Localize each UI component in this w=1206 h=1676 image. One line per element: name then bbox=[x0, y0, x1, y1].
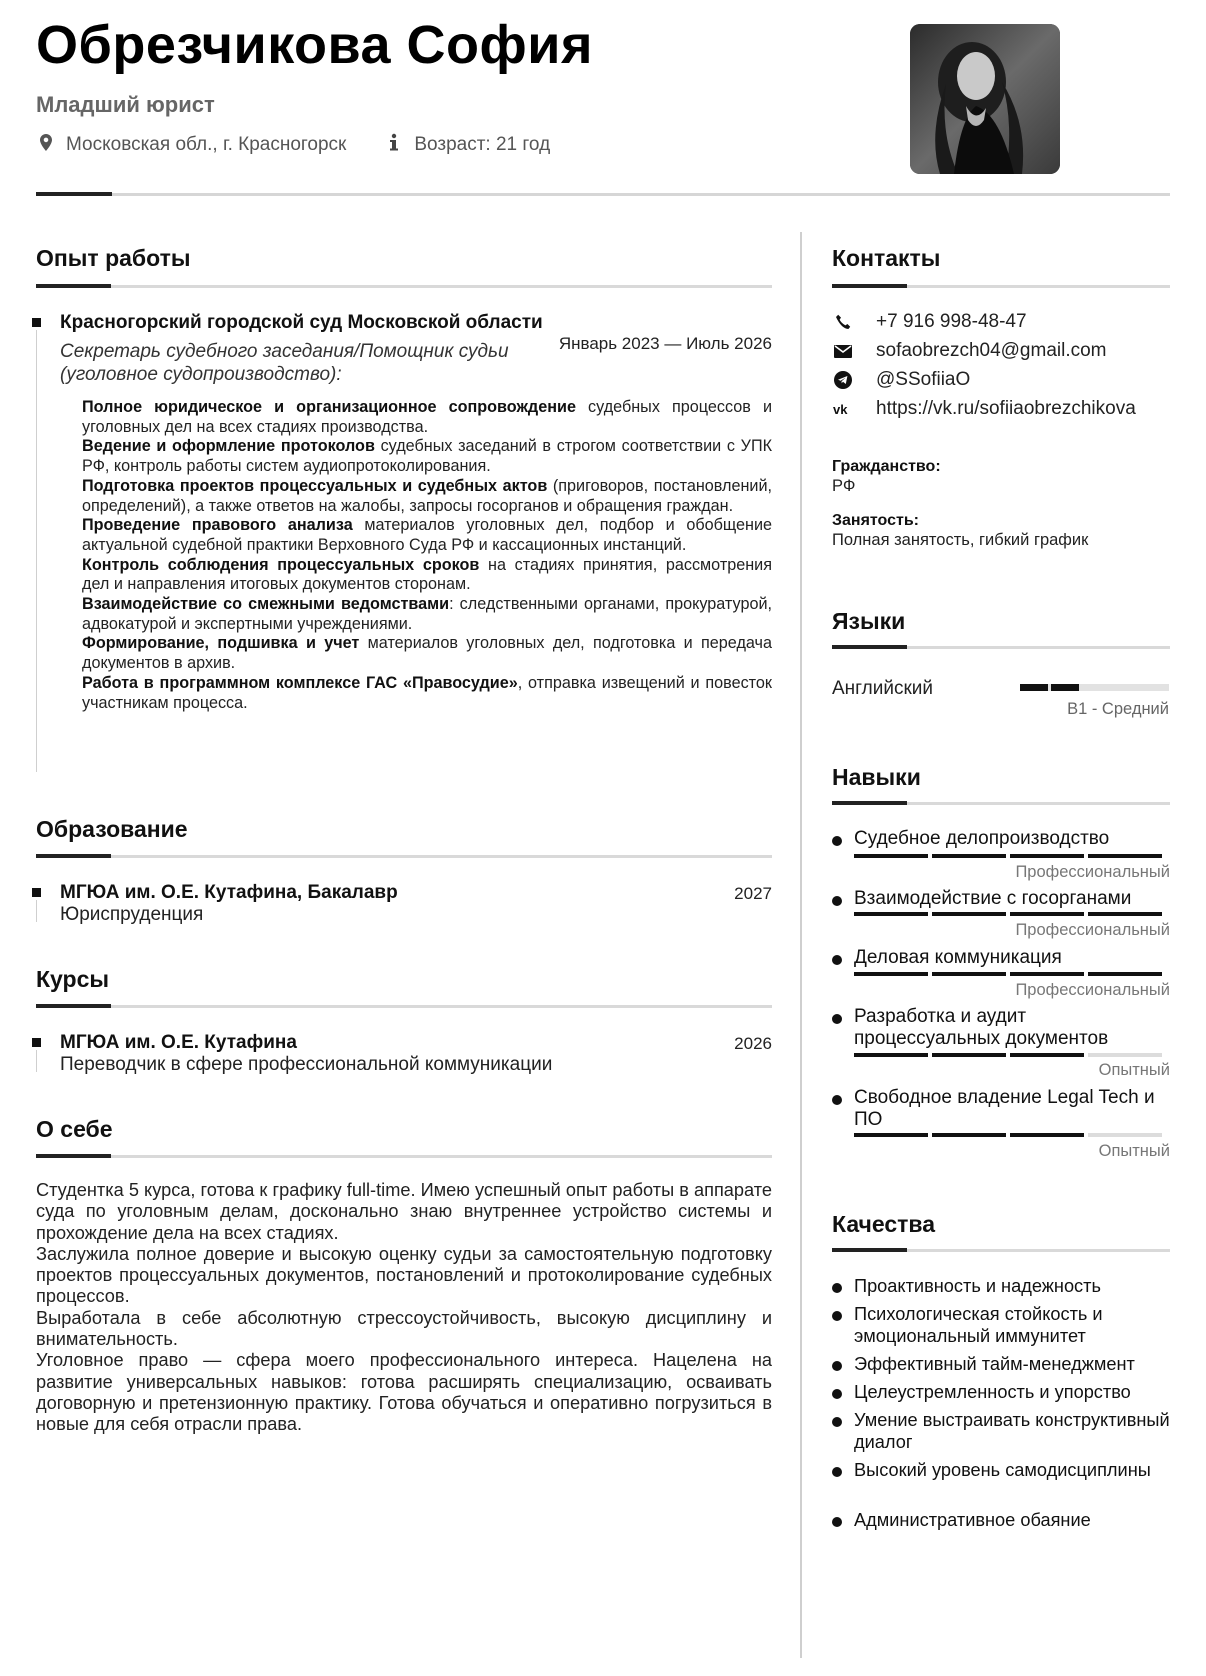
skill-item bbox=[832, 1006, 1170, 1082]
location bbox=[36, 134, 346, 156]
skill-level-bar bbox=[854, 912, 1164, 916]
skill-label: Свободное владение Legal Tech и ПО bbox=[854, 1087, 1155, 1130]
contacts-heading: Контакты bbox=[832, 245, 941, 271]
quality-text: Административное обаяние bbox=[854, 1510, 1091, 1530]
skill-level-text: Опытный bbox=[1098, 1061, 1170, 1079]
bullet-dot bbox=[832, 1014, 842, 1024]
map-pin-icon bbox=[36, 134, 56, 156]
about-heading: О себе bbox=[36, 1116, 113, 1142]
info-icon bbox=[384, 133, 404, 156]
language-level-text: B1 - Средний bbox=[1067, 700, 1169, 718]
bullet-dot bbox=[832, 836, 842, 846]
skill-label: Деловая коммуникация bbox=[854, 947, 1062, 968]
skill-label: Взаимодействие с госорганами bbox=[854, 888, 1132, 909]
course-field: Переводчик в сфере профессиональной коммуникации bbox=[60, 1054, 553, 1075]
skill-label: Разработка и аудит процессуальных документов bbox=[854, 1006, 1109, 1049]
age-text: Возраст: 21 год bbox=[414, 133, 551, 155]
quality-text: Умение выстраивать конструктивный диалог bbox=[854, 1410, 1170, 1452]
contacts-rule bbox=[832, 285, 1170, 288]
bullet-dot bbox=[832, 896, 842, 906]
skill-level-text: Профессиональный bbox=[1015, 921, 1170, 939]
skill-item bbox=[832, 947, 1170, 1003]
about-paragraph: Выработала в себе абсолютную стрессоустойчивость, высокую дисциплину и внимательность. bbox=[36, 1307, 772, 1350]
language-level-bar bbox=[1020, 684, 1169, 691]
header-meta bbox=[36, 133, 588, 156]
contact-telegram bbox=[832, 369, 970, 391]
profile-photo bbox=[910, 24, 1060, 174]
telegram-handle[interactable]: @SSofiiaO bbox=[876, 369, 971, 390]
citizenship-value: РФ bbox=[832, 477, 856, 495]
vk-icon bbox=[832, 398, 854, 420]
experience-heading: Опыт работы bbox=[36, 245, 191, 271]
age bbox=[384, 133, 550, 156]
duty-item: Проведение правового анализа материалов уголовных дел, подбор и обобщение актуальной судебной практики Верховного Суда РФ и кассационных инстанций. bbox=[82, 516, 772, 554]
experience-rule bbox=[36, 285, 772, 288]
courses-heading: Курсы bbox=[36, 966, 110, 992]
education-field: Юриспруденция bbox=[60, 904, 204, 925]
qualities-heading: Качества bbox=[832, 1211, 936, 1237]
envelope-icon bbox=[832, 340, 854, 362]
bullet-dot bbox=[832, 1095, 842, 1105]
experience-timeline bbox=[36, 330, 37, 772]
quality-text: Целеустремленность и упорство bbox=[854, 1382, 1131, 1402]
language-name: Английский bbox=[832, 678, 934, 699]
education-institution: МГЮА им. О.Е. Кутафина, Бакалавр bbox=[60, 882, 398, 903]
languages-heading: Языки bbox=[832, 608, 906, 634]
skills-rule bbox=[832, 802, 1170, 805]
about-paragraph: Заслужила полное доверие и высокую оценку судьи за самостоятельную подготовку проектов процессуальных документов, постановлений и протоколирование судебных процессов. bbox=[36, 1243, 772, 1307]
experience-organization: Красногорский городской суд Московской области bbox=[60, 312, 543, 333]
header-divider-accent bbox=[36, 192, 112, 196]
svg-text:vk: vk bbox=[833, 403, 848, 415]
email-link[interactable]: sofaobrezch04@gmail.com bbox=[876, 340, 1107, 361]
skill-level-bar bbox=[854, 972, 1164, 976]
header-divider bbox=[36, 193, 1170, 196]
skill-level-text: Профессиональный bbox=[1015, 981, 1170, 999]
phone-icon bbox=[832, 311, 854, 333]
employment-label: Занятость: bbox=[832, 512, 920, 529]
course-institution: МГЮА им. О.Е. Кутафина bbox=[60, 1032, 297, 1053]
experience-role-line1: Секретарь судебного заседания/Помощник судьи bbox=[60, 341, 509, 362]
skill-level-bar bbox=[854, 1053, 1164, 1057]
skill-item bbox=[832, 1087, 1170, 1163]
vk-link[interactable]: https://vk.ru/sofiiaobrezchikova bbox=[876, 398, 1136, 419]
duty-item: Формирование, подшивка и учет материалов уголовных дел, подготовка и передача документов в архив. bbox=[82, 634, 772, 673]
language-level-seg bbox=[1020, 684, 1048, 691]
skill-level-text: Профессиональный bbox=[1015, 863, 1170, 881]
about-rule bbox=[36, 1155, 772, 1158]
quality-text: Проактивность и надежность bbox=[854, 1276, 1101, 1296]
skill-level-bar bbox=[854, 1133, 1164, 1137]
language-level-seg bbox=[1051, 684, 1079, 691]
quality-text: Эффективный тайм-менеджмент bbox=[854, 1354, 1135, 1374]
duty-item: Ведение и оформление протоколов судебных заседаний в строгом соответствии с УПК РФ, контроль работы систем аудиопротоколирования. bbox=[82, 437, 773, 476]
experience-bullet bbox=[32, 318, 41, 327]
experience-duties bbox=[82, 398, 772, 713]
courses-bullet bbox=[32, 1038, 41, 1047]
education-rule bbox=[36, 855, 772, 858]
about-paragraph: Студентка 5 курса, готова к графику full-time. Имею успешный опыт работы в аппарате суда по уголовным делам, досконально знаю внутреннее устройство системы и прохождение дела на всех стадиях. bbox=[36, 1180, 772, 1243]
course-year: 2026 bbox=[734, 1034, 772, 1053]
bullet-dot bbox=[832, 955, 842, 965]
about-paragraph: Уголовное право — сфера моего профессионального интереса. Нацелена на развитие универсальных навыков: готова расширять специализацию, осваивать договорную и претензионную практику. Готова обучаться и оперативно погрузиться в новые для себя отрасли права. bbox=[36, 1350, 772, 1435]
education-year: 2027 bbox=[734, 884, 772, 903]
contact-phone bbox=[832, 311, 1027, 333]
education-heading: Образование bbox=[36, 816, 188, 842]
about-text bbox=[36, 1180, 772, 1436]
education-bullet bbox=[32, 888, 41, 897]
courses-timeline bbox=[36, 1050, 37, 1072]
column-divider bbox=[800, 232, 802, 1658]
phone-text[interactable]: +7 916 998-48-47 bbox=[876, 311, 1027, 332]
skill-item bbox=[832, 888, 1170, 944]
contact-vk bbox=[832, 398, 1136, 420]
duty-item: Взаимодействие со смежными ведомствами: следственными органами, прокуратурой, адвокатурой и экспертными учреждениями. bbox=[82, 595, 772, 633]
duty-item: Работа в программном комплексе ГАС «Правосудие», отправка извещений и повесток участникам процесса. bbox=[82, 673, 772, 712]
languages-rule bbox=[832, 646, 1170, 649]
skills-heading: Навыки bbox=[832, 764, 921, 790]
duty-item: Контроль соблюдения процессуальных сроков на стадиях принятия, рассмотрения дел и направления итоговых документов сторонам. bbox=[82, 555, 772, 594]
qualities-rule bbox=[832, 1249, 1170, 1252]
duty-item: Полное юридическое и организационное сопровождение судебных процессов и уголовных дел на всех стадиях производства. bbox=[82, 398, 772, 436]
quality-text: Психологическая стойкость и эмоциональный иммунитет bbox=[854, 1304, 1103, 1346]
skill-label: Судебное делопроизводство bbox=[854, 828, 1110, 849]
citizenship-label: Гражданство: bbox=[832, 458, 941, 475]
contact-email bbox=[832, 340, 1107, 362]
telegram-icon bbox=[832, 369, 854, 391]
employment-value: Полная занятость, гибкий график bbox=[832, 531, 1089, 549]
experience-period: Январь 2023 — Июль 2026 bbox=[558, 334, 772, 353]
duty-item: Подготовка проектов процессуальных и судебных актов (приговоров, постановлений, определений), а также ответов на жалобы, запросы госорганов и обращения граждан. bbox=[82, 476, 772, 515]
education-timeline bbox=[36, 900, 37, 922]
candidate-name: Обрезчикова София bbox=[36, 15, 593, 75]
courses-rule bbox=[36, 1005, 772, 1008]
skill-level-bar bbox=[854, 854, 1164, 858]
job-title: Младший юрист bbox=[36, 92, 215, 117]
experience-role bbox=[60, 340, 540, 386]
skill-item bbox=[832, 828, 1170, 884]
experience-role-line2: (уголовное судопроизводство): bbox=[60, 364, 342, 385]
quality-text: Высокий уровень самодисциплины bbox=[854, 1460, 1151, 1480]
skill-level-text: Опытный bbox=[1098, 1142, 1170, 1160]
location-text: Московская обл., г. Красногорск bbox=[66, 133, 347, 155]
